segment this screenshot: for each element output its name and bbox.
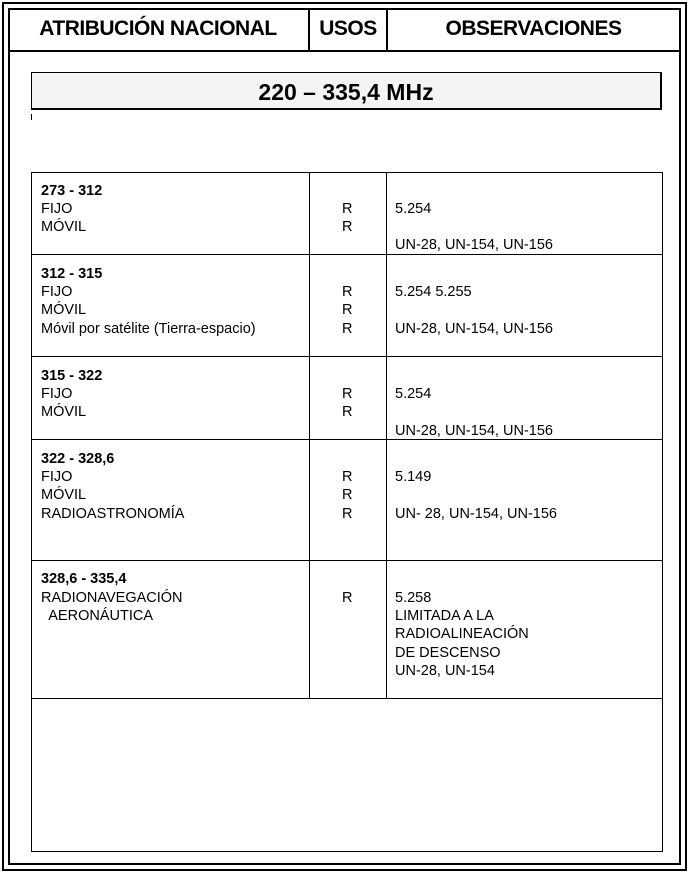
national-notes: UN-28, UN-154, UN-156 (395, 423, 553, 439)
service-label: Móvil por satélite (Tierra-espacio) (41, 321, 256, 337)
service-label: MÓVIL (41, 219, 87, 235)
national-notes: UN-28, UN-154 (395, 663, 495, 679)
usos-value: R (342, 219, 353, 235)
national-notes: UN-28, UN-154, UN-156 (395, 237, 553, 253)
footnote-ref: 5.149 (395, 469, 432, 485)
service-label: AERONÁUTICA (41, 608, 153, 624)
usos-value: R (342, 590, 353, 606)
observation-line: DE DESCENSO (395, 645, 501, 661)
observation-line: LIMITADA A LA (395, 608, 494, 624)
footnote-ref: 5.258 (395, 590, 432, 606)
footnote-ref: 5.254 (395, 201, 432, 217)
band-range: 315 - 322 (41, 368, 103, 384)
row-divider (31, 698, 663, 699)
service-label: RADIOASTRONOMÍA (41, 506, 185, 522)
band-range: 273 - 312 (41, 183, 103, 199)
header-observaciones: OBSERVACIONES (445, 17, 622, 40)
usos-value: R (342, 284, 353, 300)
header-usos: USOS (319, 17, 377, 40)
table-header (8, 8, 681, 52)
service-label: RADIONAVEGACIÓN (41, 590, 183, 606)
observation-line: RADIOALINEACIÓN (395, 626, 529, 642)
row-divider (31, 560, 663, 561)
usos-value: R (342, 506, 353, 522)
service-label: FIJO (41, 201, 73, 217)
header-atribucion: ATRIBUCIÓN NACIONAL (39, 17, 277, 40)
service-label: MÓVIL (41, 487, 87, 503)
row-divider (31, 356, 663, 357)
usos-value: R (342, 302, 353, 318)
service-label: FIJO (41, 386, 73, 402)
service-label: FIJO (41, 284, 73, 300)
column-divider (309, 172, 310, 699)
usos-value: R (342, 404, 353, 420)
national-notes: UN- 28, UN-154, UN-156 (395, 506, 557, 522)
band-range: 328,6 - 335,4 (41, 571, 127, 587)
usos-value: R (342, 487, 353, 503)
national-notes: UN-28, UN-154, UN-156 (395, 321, 553, 337)
divider-tick (31, 114, 32, 120)
service-label: MÓVIL (41, 302, 87, 318)
footnote-ref: 5.254 (395, 386, 432, 402)
usos-value: R (342, 201, 353, 217)
usos-value: R (342, 321, 353, 337)
column-divider (386, 172, 387, 699)
band-range: 312 - 315 (41, 266, 103, 282)
footnote-ref: 5.254 5.255 (395, 284, 472, 300)
service-label: FIJO (41, 469, 73, 485)
band-title: 220 – 335,4 MHz (31, 72, 662, 110)
usos-value: R (342, 469, 353, 485)
service-label: MÓVIL (41, 404, 87, 420)
band-range: 322 - 328,6 (41, 451, 115, 467)
row-divider (31, 254, 663, 255)
usos-value: R (342, 386, 353, 402)
row-divider (31, 439, 663, 440)
